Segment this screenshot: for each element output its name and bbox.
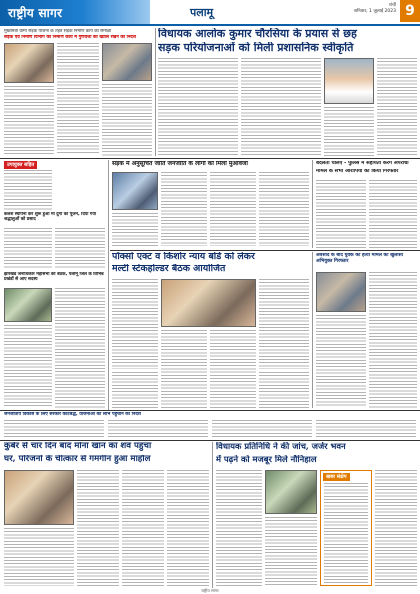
news-brief-label: खबर संक्षेप xyxy=(323,473,350,481)
page-number: 9 xyxy=(400,0,420,22)
section-rule xyxy=(0,410,420,411)
right-box-photo xyxy=(316,272,366,312)
right-box-headline: अवसाद के बाद युवक की हत्या मामले का खुलासा अभियुक्त गिरफ्तार xyxy=(316,253,404,264)
bottom-right-photo xyxy=(265,470,317,514)
top-left-body-2 xyxy=(4,86,54,156)
center-body-6 xyxy=(259,372,309,408)
mid-photo-1 xyxy=(112,172,158,210)
lower-band-headline: जनजातीय विकास के लिए सरकार कटिबद्ध, योजनाओं का लाभ पहुंचाने का निर्देश xyxy=(4,412,141,417)
bottom-left-body-2 xyxy=(122,470,164,586)
column-rule xyxy=(108,160,109,410)
center-body-1 xyxy=(112,279,158,369)
bottom-right-body-1 xyxy=(216,470,262,586)
mid-body-3 xyxy=(259,172,309,246)
section-rule xyxy=(0,440,420,441)
bottom-right-body-2 xyxy=(265,517,317,586)
bottom-right-headline-line-1: विधायक प्रतिनिधि ने की जांच, जर्जर भवन xyxy=(216,442,346,451)
mid-right-body-1 xyxy=(316,180,366,248)
newspaper-logo xyxy=(0,0,150,26)
right-box-body-1 xyxy=(369,272,417,408)
center-headline-line-2: मल्टी स्टेकहोल्डर बैठक आयोजित xyxy=(112,264,226,274)
news-brief-body xyxy=(324,483,368,583)
lower-band-body-1 xyxy=(4,420,104,438)
section-rule xyxy=(0,158,420,159)
mid-left-body-2 xyxy=(55,228,105,268)
column-rule xyxy=(312,252,313,408)
mid-left-headline: कलश स्थापना कर शुरू हुआ मां दुर्गा का पूजन, दिया गया श्रद्धालुओं को प्रसाद xyxy=(4,212,97,223)
lead-body-col-4 xyxy=(324,107,374,156)
column-rule xyxy=(212,442,213,588)
bottom-left-headline-line-2: घर, परिजनों के चीत्कार से गमगीन हुआ माहौल xyxy=(4,455,151,464)
news-brief-box xyxy=(320,470,372,586)
bottom-left-body-1 xyxy=(77,470,119,586)
lead-portrait-photo xyxy=(324,58,374,104)
masthead xyxy=(0,0,420,26)
lower-band-body-3 xyxy=(212,420,312,438)
mid-body-4 xyxy=(112,213,158,246)
lower-band-body-4 xyxy=(316,420,416,438)
dateline-date: शनिवार, 1 जुलाई 2023 xyxy=(353,9,396,14)
mid-left-photo xyxy=(4,288,52,322)
mid-body-1 xyxy=(161,172,207,246)
center-body-5 xyxy=(112,372,158,408)
top-left-body-3 xyxy=(102,84,152,156)
mid-headline: सड़क में अनुसूचित जाति जनजाति के लोगों को मिला मुआवजा xyxy=(112,161,248,167)
masthead-rule xyxy=(0,24,420,26)
mid-left-body-4 xyxy=(4,325,52,408)
center-body-4 xyxy=(210,330,256,408)
mid-left-body-3 xyxy=(55,288,105,408)
bottom-left-photo xyxy=(4,470,74,525)
center-body-3 xyxy=(161,330,207,408)
lower-band-body-2 xyxy=(108,420,208,438)
dateline xyxy=(354,3,396,15)
left-strip-body xyxy=(4,170,52,210)
center-headline-line-1: पॉक्सो एक्ट व किशोर न्याय बोर्ड को लेकर xyxy=(112,252,255,262)
center-photo xyxy=(161,279,256,327)
top-left-kicker: मुख्यमंत्री ग्राम्य सड़क योजना के तहत सड़क निर्माण कार्य की समीक्षा xyxy=(4,29,112,34)
paper-name: राष्ट्रीय सागर xyxy=(8,6,63,20)
top-left-body xyxy=(57,43,99,153)
bottom-right-body-3 xyxy=(375,470,417,586)
column-rule xyxy=(155,28,156,156)
left-strip-heading: उपायुक्त सहित xyxy=(4,161,37,169)
bottom-right-headline-line-2: में पढ़ने को मजबूर मिले नौनिहाल xyxy=(216,455,317,464)
bottom-left-body-4 xyxy=(4,528,74,586)
right-box-body-2 xyxy=(316,315,366,408)
top-left-headline: सड़क एवं निर्माण विभाग का निर्माण कार्य में गुणवत्ता का ख्याल रखने का निर्देश xyxy=(4,35,136,40)
mid-right-headline-2: मामले के सभी आरोपियों को किया गिरफ्तार xyxy=(316,169,399,174)
column-rule xyxy=(312,160,313,248)
top-left-photo-2 xyxy=(102,43,152,81)
mid-left-body-1 xyxy=(4,228,52,268)
center-body-2 xyxy=(259,279,309,369)
lead-body-col-2 xyxy=(241,58,321,156)
footer: राष्ट्रीय सागर xyxy=(201,588,219,593)
mid-body-2 xyxy=(210,172,256,246)
dateline-place: रांची xyxy=(388,3,396,8)
section-rule xyxy=(110,250,420,251)
bottom-left-body-3 xyxy=(167,470,209,586)
lead-headline-line-2: सड़क परियोजनाओं को मिली प्रशासनिक स्वीकृति xyxy=(158,42,354,54)
mid-right-body-2 xyxy=(369,180,417,248)
lead-body-col-1 xyxy=(158,58,238,156)
mid-left-headline-2: झारखंड जनाधिकार महासभा की बैठक, पलामू जिले के विभिन्न प्रखंडों से आए सदस्य xyxy=(4,272,104,283)
bottom-left-headline-line-1: कुबेर से चार दिन बाद मोना खान का शव पहुंचा xyxy=(4,442,152,451)
lead-body-col-3 xyxy=(377,58,417,156)
lead-headline-line-1: विधायक आलोक कुमार चौरसिया के प्रयास से छह xyxy=(158,28,357,40)
section-title: पलामू xyxy=(190,6,214,19)
top-left-photo-1 xyxy=(4,43,54,83)
mid-right-headline: बदलती चलिए - पुलिस में सहायता करेंगे अपराधी xyxy=(316,161,409,166)
